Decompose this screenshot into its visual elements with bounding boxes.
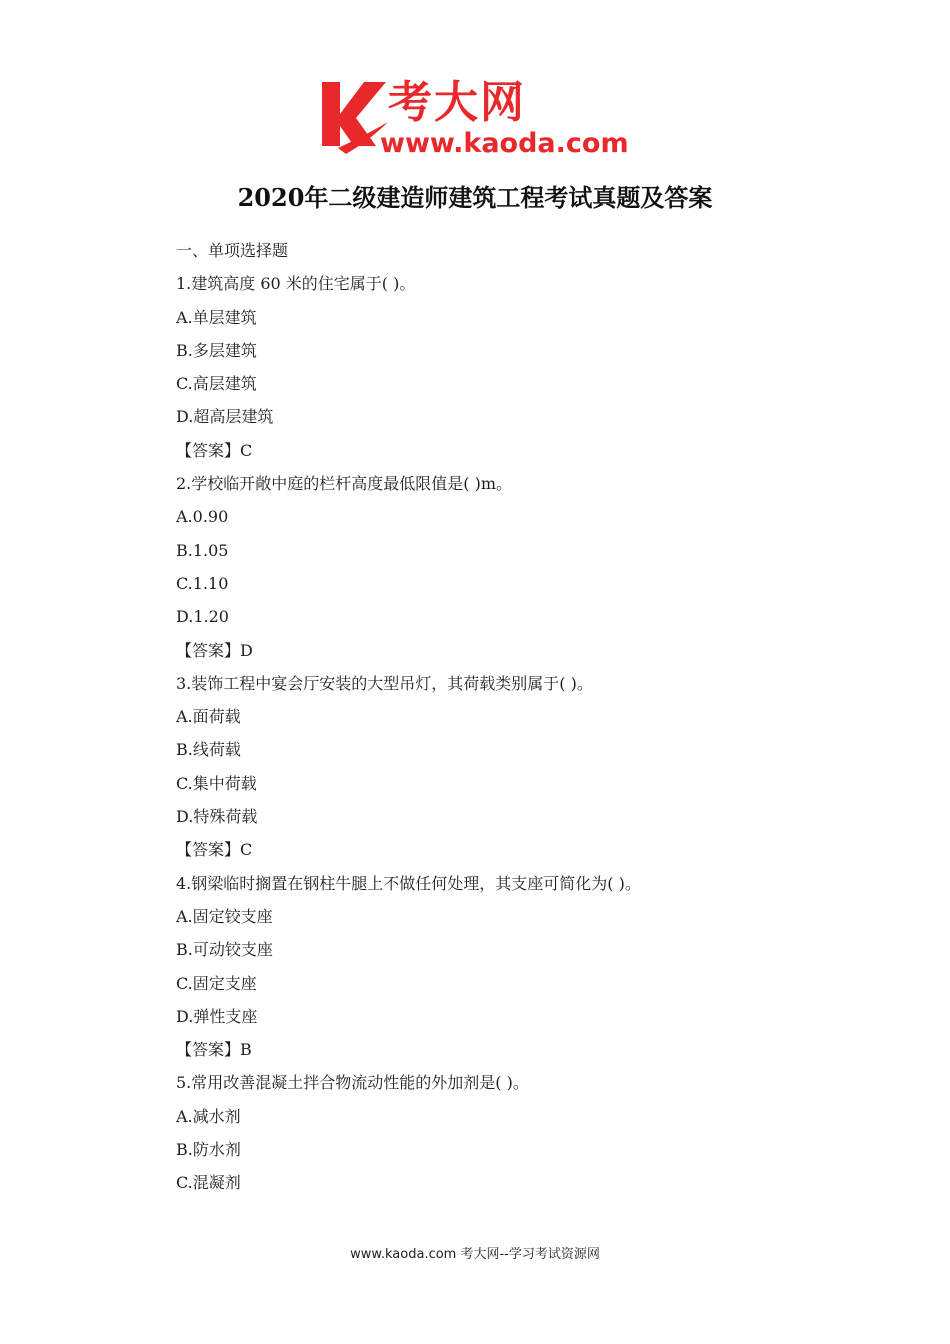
question-2-option-b: B.1.05 xyxy=(176,540,229,560)
question-3-option-d: D.特殊荷载 xyxy=(176,807,258,827)
question-2: 2.学校临开敞中庭的栏杆高度最低限值是( )m。 xyxy=(176,474,513,494)
question-4-option-a: A.固定铰支座 xyxy=(176,906,273,926)
question-5: 5.常用改善混凝土拌合物流动性能的外加剂是( )。 xyxy=(176,1073,529,1093)
question-4-option-b: B.可动铰支座 xyxy=(176,940,273,960)
question-2-option-c: C.1.10 xyxy=(176,573,229,593)
question-2-option-a: A.0.90 xyxy=(176,507,229,527)
logo-text-url: www.kaoda.com xyxy=(380,128,629,159)
question-3-option-c: C.集中荷载 xyxy=(176,773,257,793)
question-4-option-c: C.固定支座 xyxy=(176,973,257,993)
logo-text-cn: 考大网 xyxy=(388,77,526,128)
question-5-option-a: A.减水剂 xyxy=(176,1106,241,1126)
question-1-answer: 【答案】C xyxy=(176,440,253,460)
question-1-option-d: D.超高层建筑 xyxy=(176,407,274,427)
section-heading: 一、单项选择题 xyxy=(176,241,289,260)
question-4-answer: 【答案】B xyxy=(176,1040,252,1060)
question-3-answer: 【答案】C xyxy=(176,840,253,860)
logo-k-mark xyxy=(322,82,386,146)
document-body xyxy=(176,234,796,1200)
question-1: 1.建筑高度 60 米的住宅属于( )。 xyxy=(176,274,416,294)
question-1-option-b: B.多层建筑 xyxy=(176,340,257,360)
page-title: 2020年二级建造师建筑工程考试真题及答案 xyxy=(237,183,713,212)
page-footer: www.kaoda.com 考大网--学习考试资源网 xyxy=(350,1247,600,1262)
question-5-option-b: B.防水剂 xyxy=(176,1140,241,1160)
question-1-option-c: C.高层建筑 xyxy=(176,374,257,394)
question-3-option-b: B.线荷载 xyxy=(176,740,241,760)
question-5-option-c: C.混凝剂 xyxy=(176,1173,241,1193)
question-3-option-a: A.面荷载 xyxy=(176,707,241,727)
question-2-answer: 【答案】D xyxy=(176,640,253,660)
question-3: 3.装饰工程中宴会厅安装的大型吊灯，其荷载类别属于( )。 xyxy=(176,673,593,693)
question-1-option-a: A.单层建筑 xyxy=(176,307,257,327)
question-2-option-d: D.1.20 xyxy=(176,607,229,627)
question-4: 4.钢梁临时搁置在钢柱牛腿上不做任何处理，其支座可简化为( )。 xyxy=(176,873,641,893)
question-4-option-d: D.弹性支座 xyxy=(176,1006,258,1026)
